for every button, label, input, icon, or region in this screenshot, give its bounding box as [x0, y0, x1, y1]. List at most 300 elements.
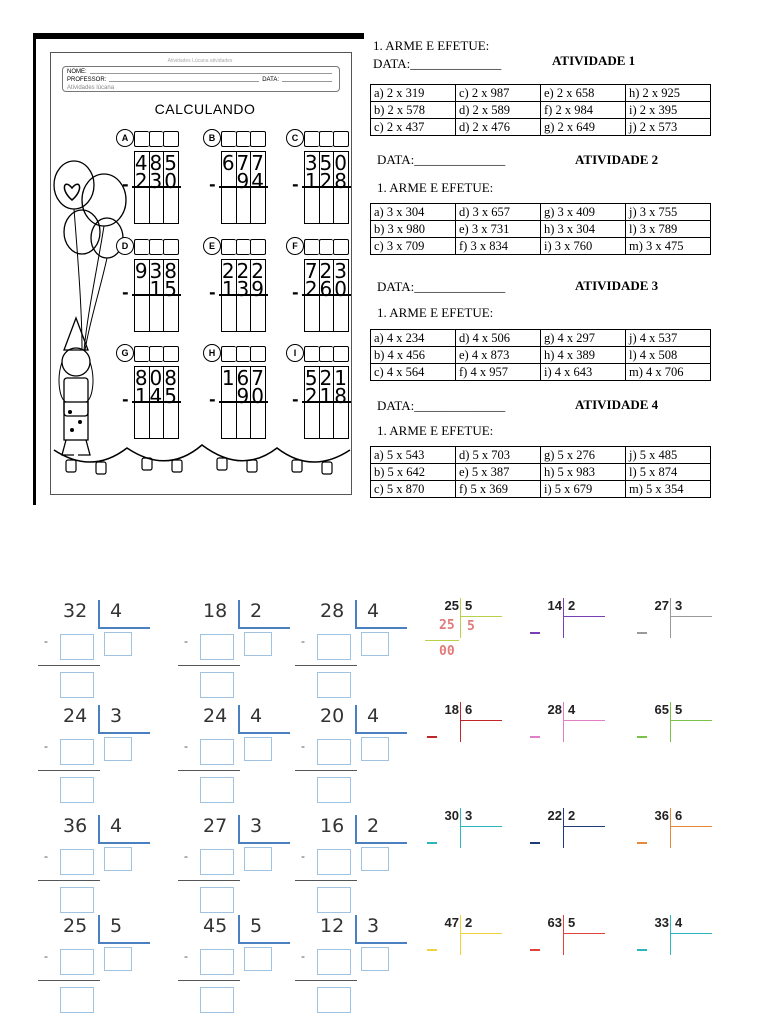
division-bracket-vertical [98, 915, 100, 943]
division-problem-small [635, 702, 725, 752]
carry-cells[interactable] [134, 346, 179, 362]
divisor: 3 [367, 915, 380, 937]
carry-cell[interactable] [304, 131, 319, 147]
table-row [371, 464, 711, 481]
table-cell: a) 5 x 543 [371, 447, 456, 464]
carry-cells[interactable] [221, 131, 266, 147]
table-cell: e) 2 x 658 [541, 85, 626, 102]
division-bracket-horizontal [98, 627, 150, 629]
subtraction-line [178, 770, 240, 771]
name-label: NOME: [67, 69, 87, 75]
subtraction-line [295, 880, 357, 881]
division-problem-small [425, 598, 515, 659]
remainder-box[interactable] [60, 987, 94, 1013]
a3-instruction: 1. ARME E EFETUE: [377, 305, 494, 320]
quotient-box[interactable] [361, 947, 389, 971]
table-row [371, 330, 711, 347]
division-bracket-vertical [238, 705, 240, 733]
division-problem [295, 600, 435, 690]
table-cell: e) 5 x 387 [456, 464, 541, 481]
problem-letter: B [203, 129, 221, 147]
division-bracket-vertical [355, 600, 357, 628]
table-cell: d) 3 x 657 [456, 204, 541, 221]
table-cell: l) 3 x 789 [626, 221, 711, 238]
carry-cell[interactable] [333, 239, 349, 255]
table-cell: b) 3 x 980 [371, 221, 456, 238]
divisor: 2 [568, 598, 576, 613]
minus-mark [427, 842, 437, 844]
carry-cell[interactable] [236, 239, 251, 255]
divisor: 4 [675, 915, 683, 930]
worked-product: 25 [439, 618, 455, 633]
division-bracket-horizontal [670, 826, 712, 827]
product-box[interactable] [60, 949, 94, 975]
remainder-box[interactable] [317, 777, 351, 803]
carry-cell[interactable] [149, 346, 164, 362]
division-bracket-horizontal [355, 842, 407, 844]
division-bracket-horizontal [460, 616, 502, 617]
division-bracket-horizontal [563, 720, 605, 721]
worksheet-header-box [62, 66, 340, 92]
minuend: 485 [134, 151, 179, 175]
minus-sign: - [122, 175, 129, 194]
minus-sign: - [184, 634, 188, 648]
minus-mark [530, 842, 540, 844]
subtraction-problem [207, 131, 267, 224]
divisor: 4 [568, 702, 576, 717]
carry-cell[interactable] [236, 131, 251, 147]
a3-title: ATIVIDADE 3 [575, 278, 659, 293]
division-bracket-vertical [563, 702, 564, 742]
division-bracket-vertical [98, 815, 100, 843]
table-cell: a) 2 x 319 [371, 85, 456, 102]
division-bracket-vertical [670, 598, 671, 638]
division-problem-small [528, 702, 618, 752]
minus-sign: - [301, 949, 305, 963]
problem-letter: D [116, 237, 134, 255]
division-problem-small [635, 915, 725, 965]
carry-cell[interactable] [221, 239, 236, 255]
minus-sign: - [44, 634, 48, 648]
carry-cells[interactable] [304, 131, 349, 147]
carry-cells[interactable] [304, 239, 349, 255]
division-bracket-vertical [563, 598, 564, 638]
subtraction-line [38, 665, 100, 666]
minus-mark [637, 632, 647, 634]
subtraction-line [295, 665, 357, 666]
dividend: 28 [547, 702, 562, 717]
divisor: 2 [568, 808, 576, 823]
division-bracket-horizontal [460, 826, 502, 827]
problem-letter: C [286, 129, 304, 147]
remainder-box[interactable] [60, 672, 94, 698]
division-problem [38, 600, 178, 690]
division-problem [38, 915, 178, 1005]
a1-title: ATIVIDADE 1 [552, 53, 636, 68]
division-problem-small [425, 808, 515, 858]
bunting-decoration [52, 430, 352, 490]
subtrahend: 260 [304, 277, 349, 301]
division-bracket-horizontal [563, 933, 605, 934]
subtrahend: 15 [149, 277, 179, 301]
table-cell: j) 2 x 573 [626, 119, 711, 136]
product-box[interactable] [60, 849, 94, 875]
quotient-box[interactable] [361, 737, 389, 761]
worksheet-title: CALCULANDO [154, 101, 256, 117]
subtrahend: 218 [304, 384, 349, 408]
dividend: 45 [203, 915, 228, 937]
divisor: 3 [250, 815, 263, 837]
product-box[interactable] [317, 949, 351, 975]
division-problem-small [635, 808, 725, 858]
table-cell: f) 4 x 957 [456, 364, 541, 381]
product-box[interactable] [200, 849, 234, 875]
carry-cell[interactable] [304, 239, 319, 255]
carry-cell[interactable] [319, 346, 334, 362]
division-bracket-horizontal [98, 842, 150, 844]
minuend: 723 [304, 259, 349, 283]
carry-cell[interactable] [221, 346, 236, 362]
division-bracket-vertical [355, 915, 357, 943]
minus-sign: - [209, 175, 216, 194]
table-cell: c) 2 x 987 [456, 85, 541, 102]
division-bracket-vertical [355, 815, 357, 843]
table-cell: i) 3 x 760 [541, 238, 626, 255]
a4-date: DATA:______________ [377, 398, 506, 413]
division-bracket-horizontal [238, 732, 290, 734]
minus-sign: - [292, 283, 299, 302]
dividend: 24 [63, 705, 88, 727]
division-bracket-vertical [238, 915, 240, 943]
subtrahend: 145 [134, 384, 179, 408]
division-problem-small [528, 915, 618, 965]
minus-sign: - [44, 949, 48, 963]
dividend: 14 [547, 598, 562, 613]
table-cell: i) 4 x 643 [541, 364, 626, 381]
quotient-box[interactable] [104, 947, 132, 971]
a2-date: DATA:______________ [377, 152, 506, 167]
a3-date: DATA:______________ [377, 279, 506, 294]
quotient-box[interactable] [244, 632, 272, 656]
minuend: 677 [221, 151, 266, 175]
table-row [371, 221, 711, 238]
division-problem [295, 915, 435, 1005]
division-bracket-vertical [460, 702, 461, 742]
division-bracket-vertical [670, 702, 671, 742]
table-row [371, 447, 711, 464]
table-cell: a) 3 x 304 [371, 204, 456, 221]
carry-cell[interactable] [163, 346, 179, 362]
remainder-box[interactable] [200, 887, 234, 913]
dividend: 20 [320, 705, 345, 727]
carry-cell[interactable] [134, 131, 149, 147]
table-row [371, 204, 711, 221]
minus-sign: - [301, 739, 305, 753]
problem-letter: F [286, 237, 304, 255]
dividend: 16 [320, 815, 345, 837]
divisor: 4 [367, 600, 380, 622]
minus-sign: - [184, 849, 188, 863]
dividend: 24 [203, 705, 228, 727]
division-problem [38, 705, 178, 795]
division-problem-small [425, 702, 515, 752]
minus-sign: - [44, 739, 48, 753]
division-bracket-vertical [670, 808, 671, 848]
problem-letter: G [116, 344, 134, 362]
quotient-box[interactable] [361, 847, 389, 871]
divisor: 5 [110, 915, 123, 937]
worked-remainder: 00 [439, 644, 455, 659]
quotient-box[interactable] [361, 632, 389, 656]
divisor: 2 [367, 815, 380, 837]
carry-cells[interactable] [221, 346, 266, 362]
table-cell: c) 2 x 437 [371, 119, 456, 136]
divisor: 4 [250, 705, 263, 727]
a2-title: ATIVIDADE 2 [575, 152, 659, 167]
division-bracket-vertical [238, 600, 240, 628]
table-cell: b) 5 x 642 [371, 464, 456, 481]
divisor: 5 [465, 598, 473, 613]
remainder-box[interactable] [60, 887, 94, 913]
table-cell: c) 4 x 564 [371, 364, 456, 381]
division-bracket-horizontal [670, 616, 712, 617]
subtraction-problem [290, 239, 350, 332]
table-cell: m) 4 x 706 [626, 364, 711, 381]
product-box[interactable] [200, 739, 234, 765]
table-cell: d) 2 x 589 [456, 102, 541, 119]
division-problem-small [528, 808, 618, 858]
remainder-box[interactable] [200, 987, 234, 1013]
division-problem-small [425, 915, 515, 965]
product-box[interactable] [60, 739, 94, 765]
minus-mark [530, 949, 540, 951]
dividend: 63 [547, 915, 562, 930]
activity-1-table [370, 84, 711, 136]
quotient-box[interactable] [104, 847, 132, 871]
activity-2-table [370, 203, 711, 255]
quotient-box[interactable] [244, 737, 272, 761]
carry-cell[interactable] [236, 346, 251, 362]
dividend: 27 [203, 815, 228, 837]
worked-line [425, 640, 459, 641]
product-box[interactable] [317, 739, 351, 765]
divisor: 5 [568, 915, 576, 930]
remainder-box[interactable] [60, 777, 94, 803]
dividend: 18 [203, 600, 228, 622]
quotient-box[interactable] [104, 737, 132, 761]
table-cell: l) 4 x 508 [626, 347, 711, 364]
minus-mark [530, 632, 540, 634]
carry-cell[interactable] [149, 239, 164, 255]
minus-sign: - [301, 634, 305, 648]
carry-cell[interactable] [163, 131, 179, 147]
subtraction-problem [120, 346, 180, 439]
division-bracket-horizontal [355, 732, 407, 734]
table-cell: c) 3 x 709 [371, 238, 456, 255]
date-label: DATA: [262, 77, 279, 83]
dividend: 12 [320, 915, 345, 937]
carry-cells[interactable] [221, 239, 266, 255]
teacher-label: PROFESSOR: [67, 77, 107, 83]
table-row [371, 364, 711, 381]
carry-cell[interactable] [319, 239, 334, 255]
minus-sign: - [184, 739, 188, 753]
table-cell: i) 5 x 679 [541, 481, 626, 498]
carry-cell[interactable] [250, 131, 266, 147]
carry-cell[interactable] [149, 131, 164, 147]
product-box[interactable] [317, 849, 351, 875]
division-bracket-horizontal [98, 942, 150, 944]
remainder-box[interactable] [317, 887, 351, 913]
remainder-box[interactable] [317, 987, 351, 1013]
remainder-box[interactable] [317, 672, 351, 698]
minus-mark [530, 736, 540, 738]
subtraction-line [178, 665, 240, 666]
divisor: 2 [465, 915, 473, 930]
table-cell: b) 4 x 456 [371, 347, 456, 364]
minuend: 167 [221, 366, 266, 390]
division-bracket-horizontal [355, 942, 407, 944]
subtrahend: 230 [134, 169, 179, 193]
remainder-box[interactable] [200, 777, 234, 803]
a2-instruction: 1. ARME E EFETUE: [377, 180, 494, 195]
dividend: 22 [547, 808, 562, 823]
minuend: 938 [134, 259, 179, 283]
divisor: 5 [675, 702, 683, 717]
division-problem-small [528, 598, 618, 648]
table-cell: d) 5 x 703 [456, 447, 541, 464]
division-bracket-vertical [98, 705, 100, 733]
table-cell: j) 5 x 485 [626, 447, 711, 464]
division-problem [295, 815, 435, 905]
product-box[interactable] [60, 634, 94, 660]
subtraction-line [178, 880, 240, 881]
minus-mark [637, 949, 647, 951]
carry-cell[interactable] [163, 239, 179, 255]
product-box[interactable] [200, 634, 234, 660]
problem-letter: A [116, 129, 134, 147]
divisor: 3 [110, 705, 123, 727]
dividend: 33 [654, 915, 669, 930]
carry-cell[interactable] [134, 346, 149, 362]
carry-cell[interactable] [250, 239, 266, 255]
carry-cell[interactable] [134, 239, 149, 255]
divisor: 2 [250, 600, 263, 622]
table-cell: f) 2 x 984 [541, 102, 626, 119]
dividend: 18 [444, 702, 459, 717]
remainder-box[interactable] [200, 672, 234, 698]
table-cell: m) 5 x 354 [626, 481, 711, 498]
minus-sign: - [292, 390, 299, 409]
dividend: 30 [444, 808, 459, 823]
minus-sign: - [184, 949, 188, 963]
division-bracket-vertical [563, 808, 564, 848]
minuend: 350 [304, 151, 349, 175]
divisor: 6 [675, 808, 683, 823]
subtrahend: 139 [221, 277, 266, 301]
minuend: 808 [134, 366, 179, 390]
minus-mark [637, 736, 647, 738]
divisor: 4 [110, 815, 123, 837]
division-bracket-horizontal [238, 627, 290, 629]
worksheet-faint-header: Atividades Lúcana atividades [167, 58, 233, 64]
carry-cell[interactable] [250, 346, 266, 362]
division-bracket-horizontal [98, 732, 150, 734]
subtraction-problem [120, 131, 180, 224]
a4-instruction: 1. ARME E EFETUE: [377, 423, 494, 438]
worked-quotient: 5 [467, 619, 475, 634]
division-problem [38, 815, 178, 905]
division-bracket-horizontal [238, 942, 290, 944]
subtrahend: 94 [236, 169, 266, 193]
table-cell: h) 2 x 925 [626, 85, 711, 102]
carry-cell[interactable] [304, 346, 319, 362]
subtrahend: 128 [304, 169, 349, 193]
carry-cell[interactable] [333, 346, 349, 362]
division-bracket-vertical [238, 815, 240, 843]
table-cell: f) 5 x 369 [456, 481, 541, 498]
table-cell: f) 3 x 834 [456, 238, 541, 255]
division-bracket-vertical [460, 915, 461, 955]
division-bracket-vertical [460, 808, 461, 848]
subtraction-problem [120, 239, 180, 332]
table-cell: h) 3 x 304 [541, 221, 626, 238]
divisor: 4 [367, 705, 380, 727]
minus-sign: - [209, 390, 216, 409]
division-problem-small [635, 598, 725, 648]
division-bracket-horizontal [460, 720, 502, 721]
division-bracket-horizontal [355, 627, 407, 629]
subtraction-line [38, 770, 100, 771]
activity-3-table [370, 329, 711, 381]
a4-title: ATIVIDADE 4 [575, 397, 659, 412]
quotient-box[interactable] [244, 947, 272, 971]
table-cell: e) 3 x 731 [456, 221, 541, 238]
activity-4-table [370, 446, 711, 498]
carry-cell[interactable] [221, 131, 236, 147]
problem-letter: E [203, 237, 221, 255]
carry-cell[interactable] [319, 131, 334, 147]
subtraction-problem [290, 131, 350, 224]
divisor: 6 [465, 702, 473, 717]
dividend: 36 [654, 808, 669, 823]
carry-cell[interactable] [333, 131, 349, 147]
dividend: 25 [63, 915, 88, 937]
carry-cells[interactable] [134, 239, 179, 255]
minus-sign: - [209, 283, 216, 302]
dividend: 25 [444, 598, 459, 613]
quotient-box[interactable] [244, 847, 272, 871]
division-bracket-vertical [355, 705, 357, 733]
carry-cells[interactable] [304, 346, 349, 362]
product-box[interactable] [200, 949, 234, 975]
dividend: 28 [320, 600, 345, 622]
subtraction-line [38, 880, 100, 881]
table-cell: g) 4 x 297 [541, 330, 626, 347]
product-box[interactable] [317, 634, 351, 660]
table-cell: h) 5 x 983 [541, 464, 626, 481]
a1-instruction: 1. ARME E EFETUE: [373, 38, 490, 53]
table-row [371, 481, 711, 498]
quotient-box[interactable] [104, 632, 132, 656]
subtraction-problem [207, 346, 267, 439]
subtraction-line [295, 770, 357, 771]
carry-cells[interactable] [134, 131, 179, 147]
divisor: 3 [465, 808, 473, 823]
division-bracket-horizontal [563, 616, 605, 617]
subtraction-problem [290, 346, 350, 439]
division-bracket-horizontal [238, 842, 290, 844]
